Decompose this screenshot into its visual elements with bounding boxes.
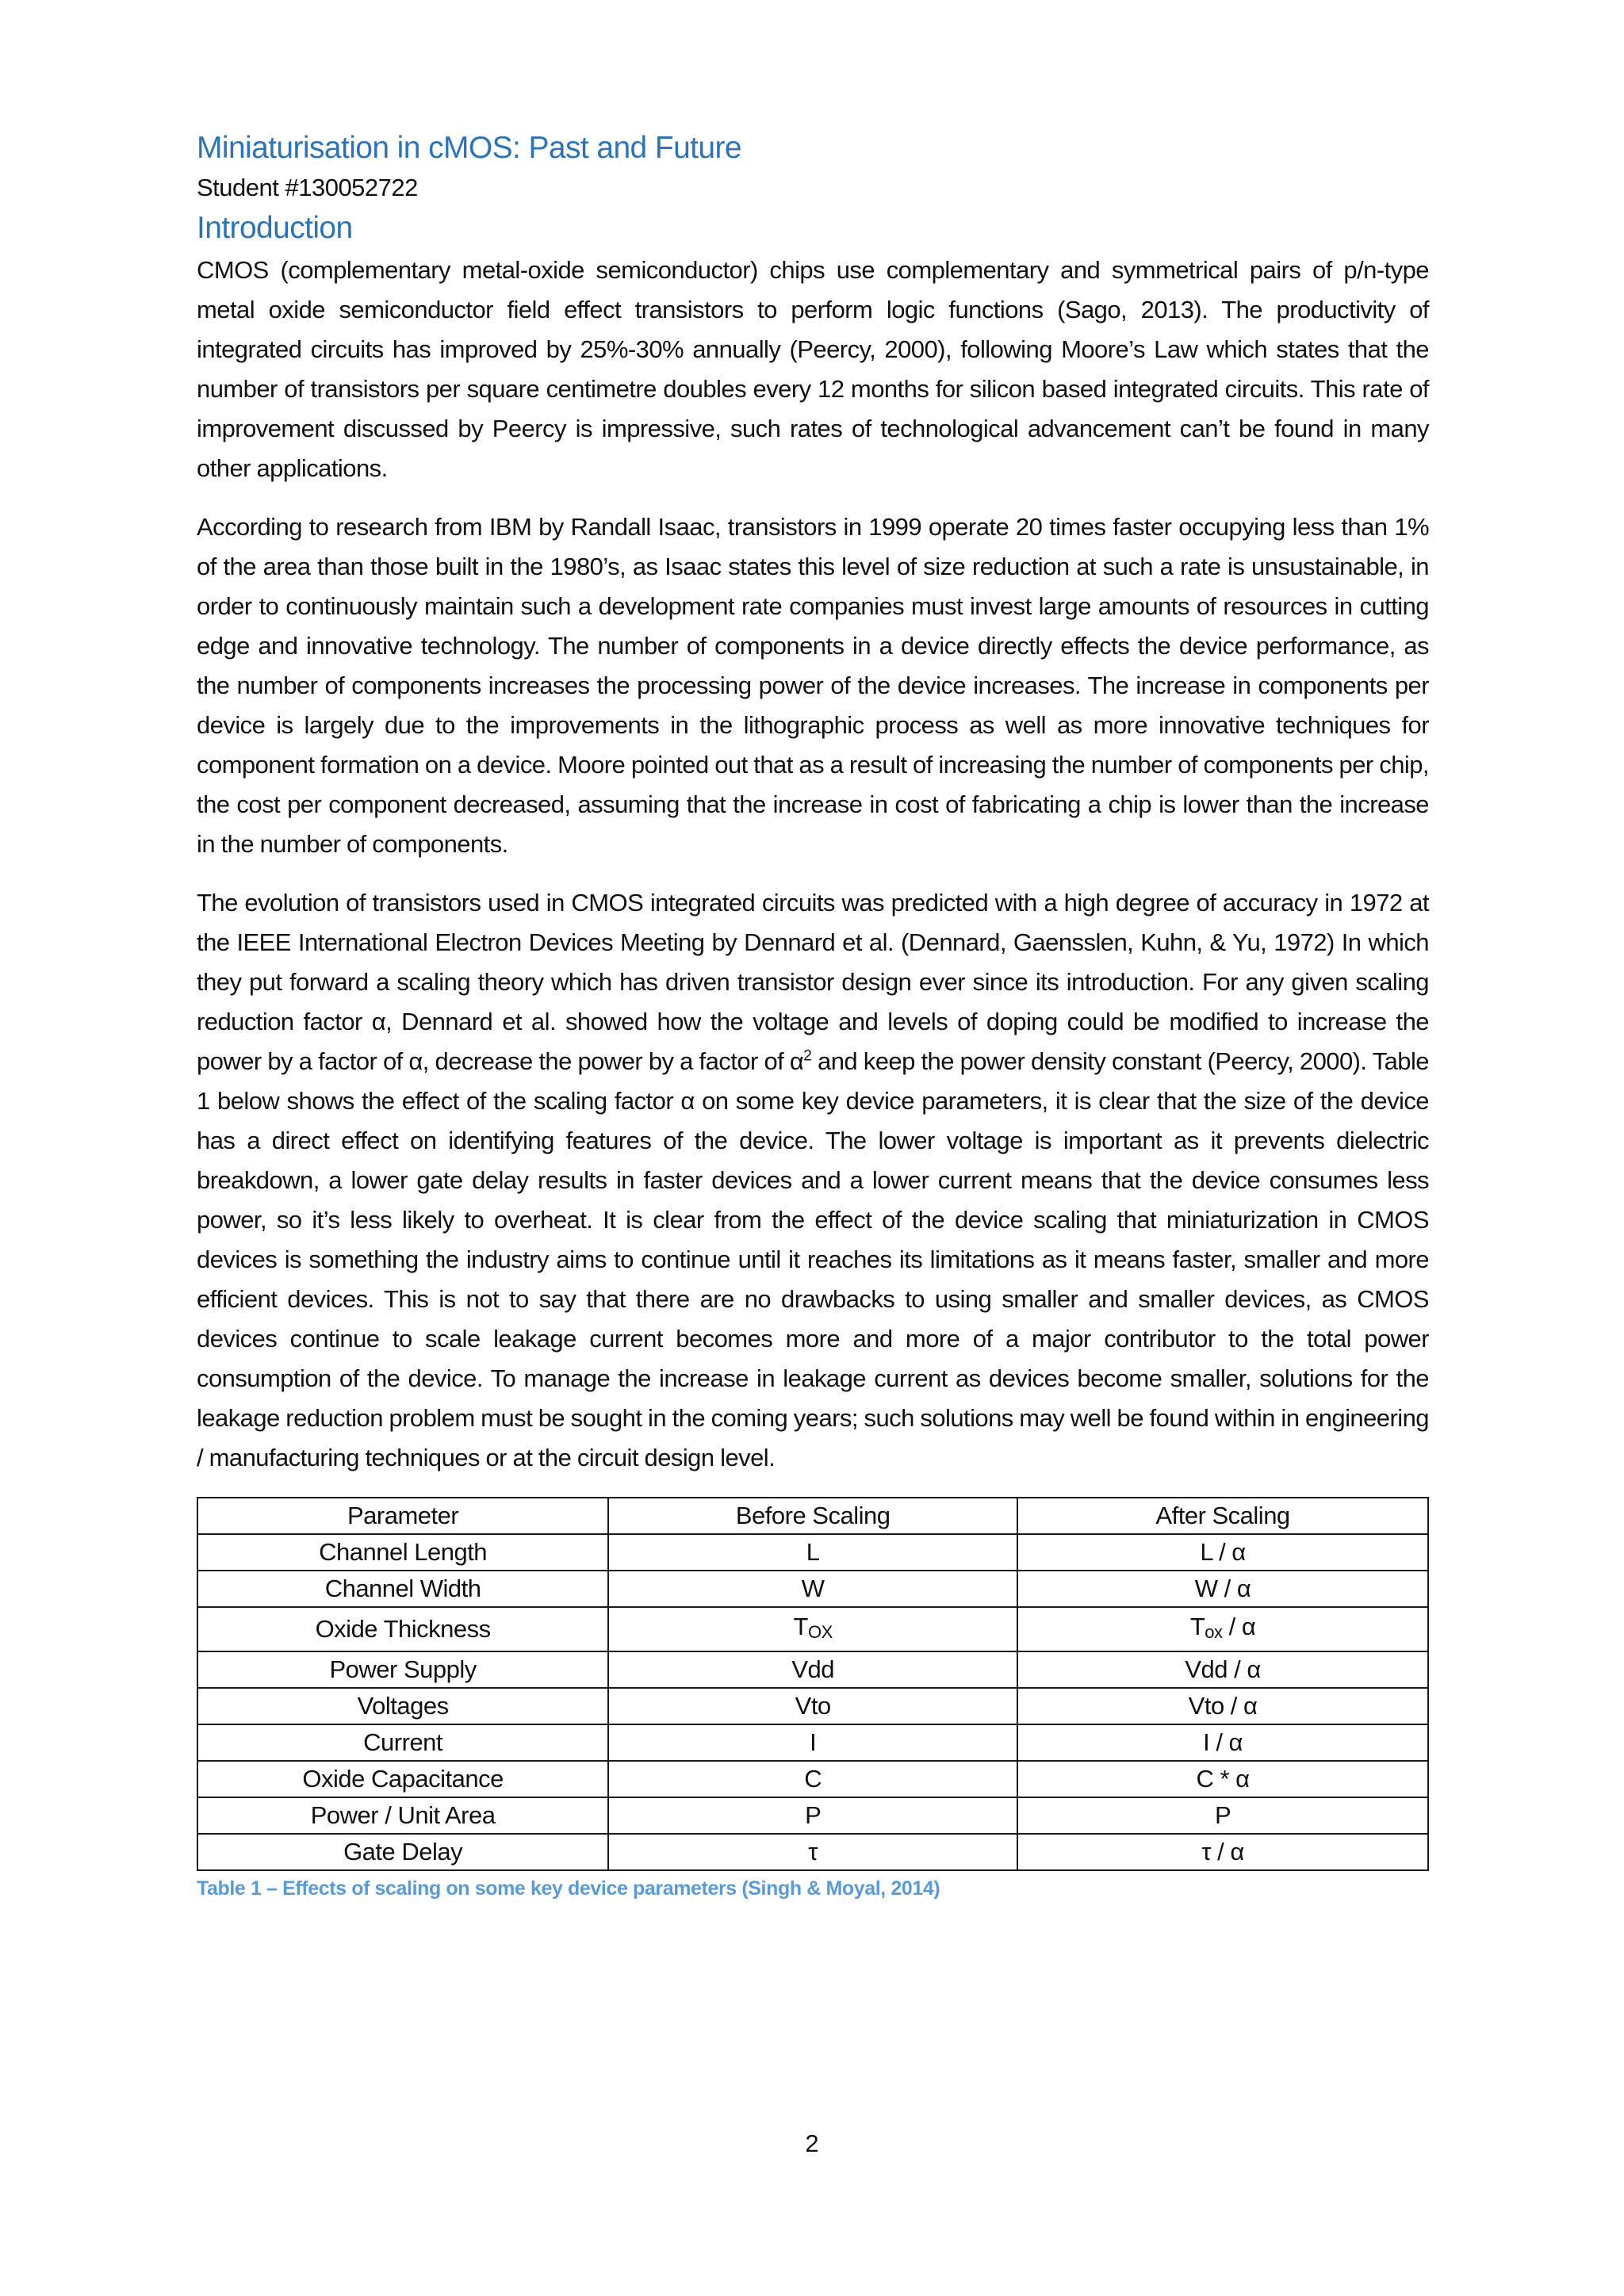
table-cell-after bbox=[1017, 1607, 1428, 1651]
student-id: Student #130052722 bbox=[197, 174, 418, 201]
table-cell-before: P bbox=[608, 1797, 1017, 1834]
table-cell-after: C * α bbox=[1017, 1761, 1428, 1797]
table-row bbox=[197, 1834, 1428, 1870]
page-number: 2 bbox=[805, 2130, 819, 2157]
table-cell-parameter: Channel Length bbox=[197, 1534, 608, 1571]
table-cell-after: P bbox=[1017, 1797, 1428, 1834]
table-cell-before: Vdd bbox=[608, 1651, 1017, 1688]
table-cell-after: I / α bbox=[1017, 1724, 1428, 1761]
table-cell-parameter: Current bbox=[197, 1724, 608, 1761]
table-cell-before: I bbox=[608, 1724, 1017, 1761]
table-row bbox=[197, 1797, 1428, 1834]
superscript-squared: 2 bbox=[803, 1047, 812, 1065]
document-title: Miniaturisation in cMOS: Past and Future bbox=[197, 131, 741, 165]
table-cell-before bbox=[608, 1607, 1017, 1651]
table-row bbox=[197, 1651, 1428, 1688]
section-heading-introduction: Introduction bbox=[197, 211, 353, 245]
table-cell-after: τ / α bbox=[1017, 1834, 1428, 1870]
table-header-after-scaling: After Scaling bbox=[1017, 1498, 1428, 1534]
table-row bbox=[197, 1534, 1428, 1571]
table-cell-before: W bbox=[608, 1571, 1017, 1607]
table-cell-parameter: Oxide Capacitance bbox=[197, 1761, 608, 1797]
table-row bbox=[197, 1724, 1428, 1761]
table-cell-before: C bbox=[608, 1761, 1017, 1797]
table-row bbox=[197, 1761, 1428, 1797]
table-header-parameter: Parameter bbox=[197, 1498, 608, 1534]
table-cell-parameter: Power Supply bbox=[197, 1651, 608, 1688]
table-row bbox=[197, 1571, 1428, 1607]
oxide-after-suffix: / α bbox=[1222, 1612, 1256, 1640]
table-header-row bbox=[197, 1498, 1428, 1534]
table-cell-before: L bbox=[608, 1534, 1017, 1571]
oxide-t-symbol: T bbox=[793, 1612, 808, 1640]
table-cell-after: W / α bbox=[1017, 1571, 1428, 1607]
paragraph-2: According to research from IBM by Randall Isaac, transistors in 1999 operate 20 times faster occupying less than 1% of the area than those built in the 1980’s, as Isaac states this level of size reduction at such a rate is unsustainable, in order to continuously maintain such a development rate companies must invest large amounts of resources in cutting edge and innovative technology. The number of components in a device directly effects the device performance, as the number of components increases the processing power of the device increases. The increase in components per device is largely due to the improvements in the lithographic process as well as more innovative techniques for component formation on a device. Moore pointed out that as a result of increasing the number of components per chip, the cost per component decreased, assuming that the increase in cost of fabricating a chip is lower than the increase in the number of components. bbox=[197, 513, 1429, 858]
paragraph-3-part-1: The evolution of transistors used in CMOS integrated circuits was predicted with a high degree of accuracy in 1972 at the IEEE International Electron Devices Meeting by Dennard et al. (Dennard, Gaensslen, Kuhn, & Yu, 1972) In which they put forward a scaling theory which has driven transistor design ever since its introduction. For any given scaling reduction factor α, Dennard et al. showed how the voltage and levels of doping could be modified to increase the power by a factor of α, decrease the power by a factor of α bbox=[197, 889, 1429, 1075]
table-cell-parameter: Gate Delay bbox=[197, 1834, 608, 1870]
oxide-subscript: OX bbox=[807, 1621, 833, 1642]
paragraph-3-part-2: and keep the power density constant (Peercy, 2000). Table 1 below shows the effect of the scaling factor α on some key device parameters, it is clear that the size of the device has a direct effect on identifying features of the device. The lower voltage is important as it prevents dielectric breakdown, a lower gate delay results in faster devices and a lower current means that the device consumes less power, so it’s less likely to overheat. It is clear from the effect of the device scaling that miniaturization in CMOS devices is something the industry aims to continue until it reaches its limitations as it means faster, smaller and more efficient devices. This is not to say that there are no drawbacks to using smaller and smaller devices, as CMOS devices continue to scale leakage current becomes more and more of a major contributor to the total power consumption of the device. To manage the increase in leakage current as devices become smaller, solutions for the leakage reduction problem must be sought in the coming years; such solutions may well be found within in engineering / manufacturing techniques or at the circuit design level. bbox=[197, 1047, 1429, 1471]
document-page bbox=[197, 127, 1429, 1903]
table-cell-after: Vdd / α bbox=[1017, 1651, 1428, 1688]
scaling-parameters-table bbox=[197, 1497, 1429, 1871]
table-cell-after: Vto / α bbox=[1017, 1688, 1428, 1724]
table-cell-parameter: Channel Width bbox=[197, 1571, 608, 1607]
table-cell-before: Vto bbox=[608, 1688, 1017, 1724]
table-cell-before: τ bbox=[608, 1834, 1017, 1870]
paragraph-1: CMOS (complementary metal-oxide semiconductor) chips use complementary and symmetrical pairs of p/n-type metal oxide semiconductor field effect transistors to perform logic functions (Sago, 2013). The productivity of integrated circuits has improved by 25%-30% annually (Peercy, 2000), following Moore’s Law which states that the number of transistors per square centimetre doubles every 12 months for silicon based integrated circuits. This rate of improvement discussed by Peercy is impressive, such rates of technological advancement can’t be found in many other applications. bbox=[197, 256, 1429, 482]
table-cell-parameter: Oxide Thickness bbox=[197, 1607, 608, 1651]
table-header-before-scaling: Before Scaling bbox=[608, 1498, 1017, 1534]
table-row bbox=[197, 1607, 1428, 1651]
table-row bbox=[197, 1688, 1428, 1724]
table-caption: Table 1 – Effects of scaling on some key device parameters (Singh & Moyal, 2014) bbox=[197, 1877, 940, 1900]
table-cell-after: L / α bbox=[1017, 1534, 1428, 1571]
oxide-subscript: ox bbox=[1205, 1621, 1223, 1642]
table-cell-parameter: Power / Unit Area bbox=[197, 1797, 608, 1834]
oxide-t-symbol: T bbox=[1189, 1612, 1205, 1640]
paragraph-3 bbox=[197, 883, 1429, 1478]
table-cell-parameter: Voltages bbox=[197, 1688, 608, 1724]
